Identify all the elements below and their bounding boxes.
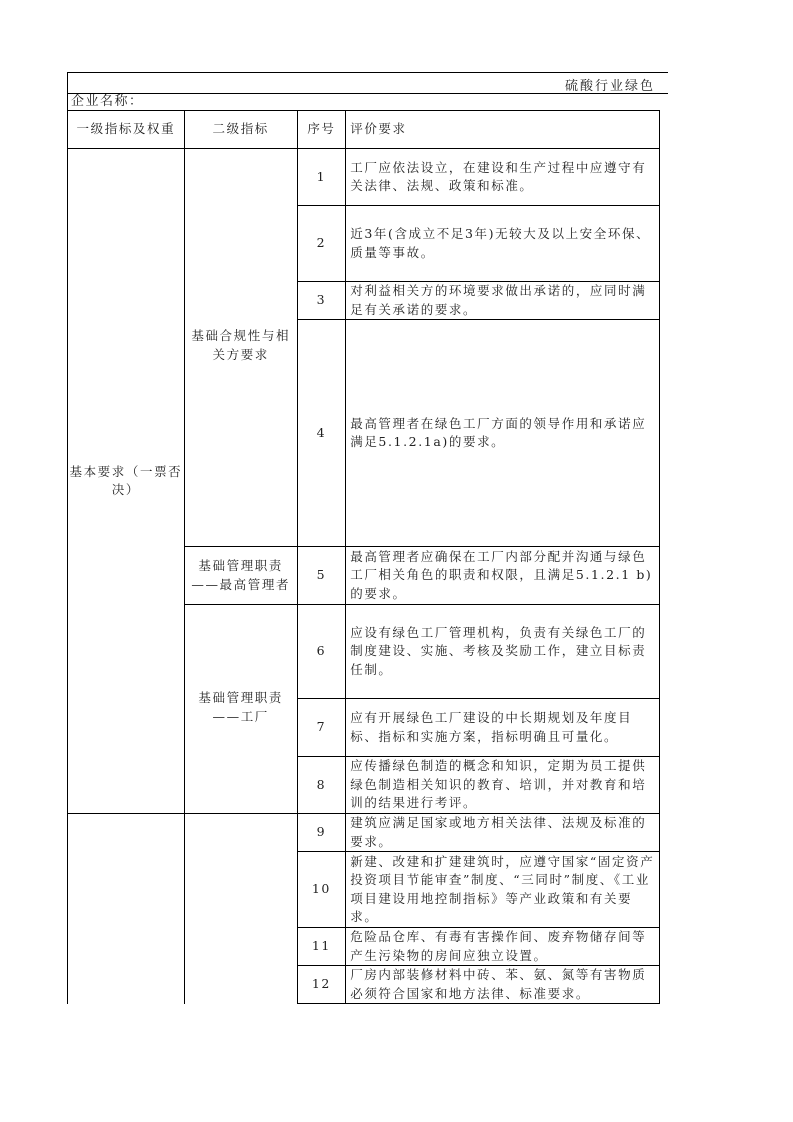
level1-basic-requirements: 基本要求（一票否决） (68, 149, 185, 814)
row-requirement: 最高管理者在绿色工厂方面的领导作用和承诺应满足5.1.2.1a)的要求。 (346, 320, 660, 547)
row-number: 9 (297, 814, 346, 852)
row-requirement: 危险品仓库、有毒有害操作间、废弃物储存间等产生污染物的房间应独立设置。 (346, 928, 660, 966)
company-name-label: 企业名称： (67, 93, 663, 110)
header-level1: 一级指标及权重 (68, 111, 185, 149)
row-requirement: 建筑应满足国家或地方相关法律、法规及标准的要求。 (346, 814, 660, 852)
row-number: 2 (297, 206, 346, 282)
row-requirement: 应设有绿色工厂管理机构，负责有关绿色工厂的制度建设、实施、考核及奖励工作，建立目标责任制。 (346, 605, 660, 699)
row-number: 12 (297, 966, 346, 1004)
table-row (68, 149, 660, 206)
row-number: 3 (297, 282, 346, 320)
row-number: 5 (297, 547, 346, 605)
level2-next-group (184, 814, 297, 1004)
row-number: 8 (297, 757, 346, 814)
row-requirement: 厂房内部装修材料中砖、苯、氨、氮等有害物质必须符合国家和地方法律、标准要求。 (346, 966, 660, 1004)
evaluation-table (67, 110, 660, 1004)
header-level2: 二级指标 (184, 111, 297, 149)
row-requirement: 新建、改建和扩建建筑时，应遵守国家“固定资产投资项目节能审查”制度、“三同时”制度、《工业项目建设用地控制指标》等产业政策和有关要求。 (346, 852, 660, 928)
row-number: 1 (297, 149, 346, 206)
level2-factory-management: 基础管理职责——工厂 (184, 605, 297, 814)
header-number: 序号 (297, 111, 346, 149)
header-requirement: 评价要求 (346, 111, 660, 149)
level2-compliance: 基础合规性与相关方要求 (184, 149, 297, 547)
level1-next-group (68, 814, 185, 1004)
title-bar (67, 72, 668, 94)
row-requirement: 近3年(含成立不足3年)无较大及以上安全环保、质量等事故。 (346, 206, 660, 282)
row-requirement: 对利益相关方的环境要求做出承诺的，应同时满足有关承诺的要求。 (346, 282, 660, 320)
row-number: 4 (297, 320, 346, 547)
row-requirement: 应有开展绿色工厂建设的中长期规划及年度目标、指标和实施方案，指标明确且可量化。 (346, 699, 660, 757)
row-number: 7 (297, 699, 346, 757)
row-requirement: 最高管理者应确保在工厂内部分配并沟通与绿色工厂相关角色的职责和权限，且满足5.1.2.1 b)的要求。 (346, 547, 660, 605)
document-title: 硫酸行业绿色 (565, 79, 656, 94)
row-requirement: 工厂应依法设立，在建设和生产过程中应遵守有关法律、法规、政策和标准。 (346, 149, 660, 206)
row-requirement: 应传播绿色制造的概念和知识，定期为员工提供绿色制造相关知识的教育、培训，并对教育和培训的结果进行考评。 (346, 757, 660, 814)
row-number: 11 (297, 928, 346, 966)
table-header-row (68, 111, 660, 149)
row-number: 10 (297, 852, 346, 928)
row-number: 6 (297, 605, 346, 699)
level2-top-management: 基础管理职责——最高管理者 (184, 547, 297, 605)
table-row (68, 814, 660, 852)
